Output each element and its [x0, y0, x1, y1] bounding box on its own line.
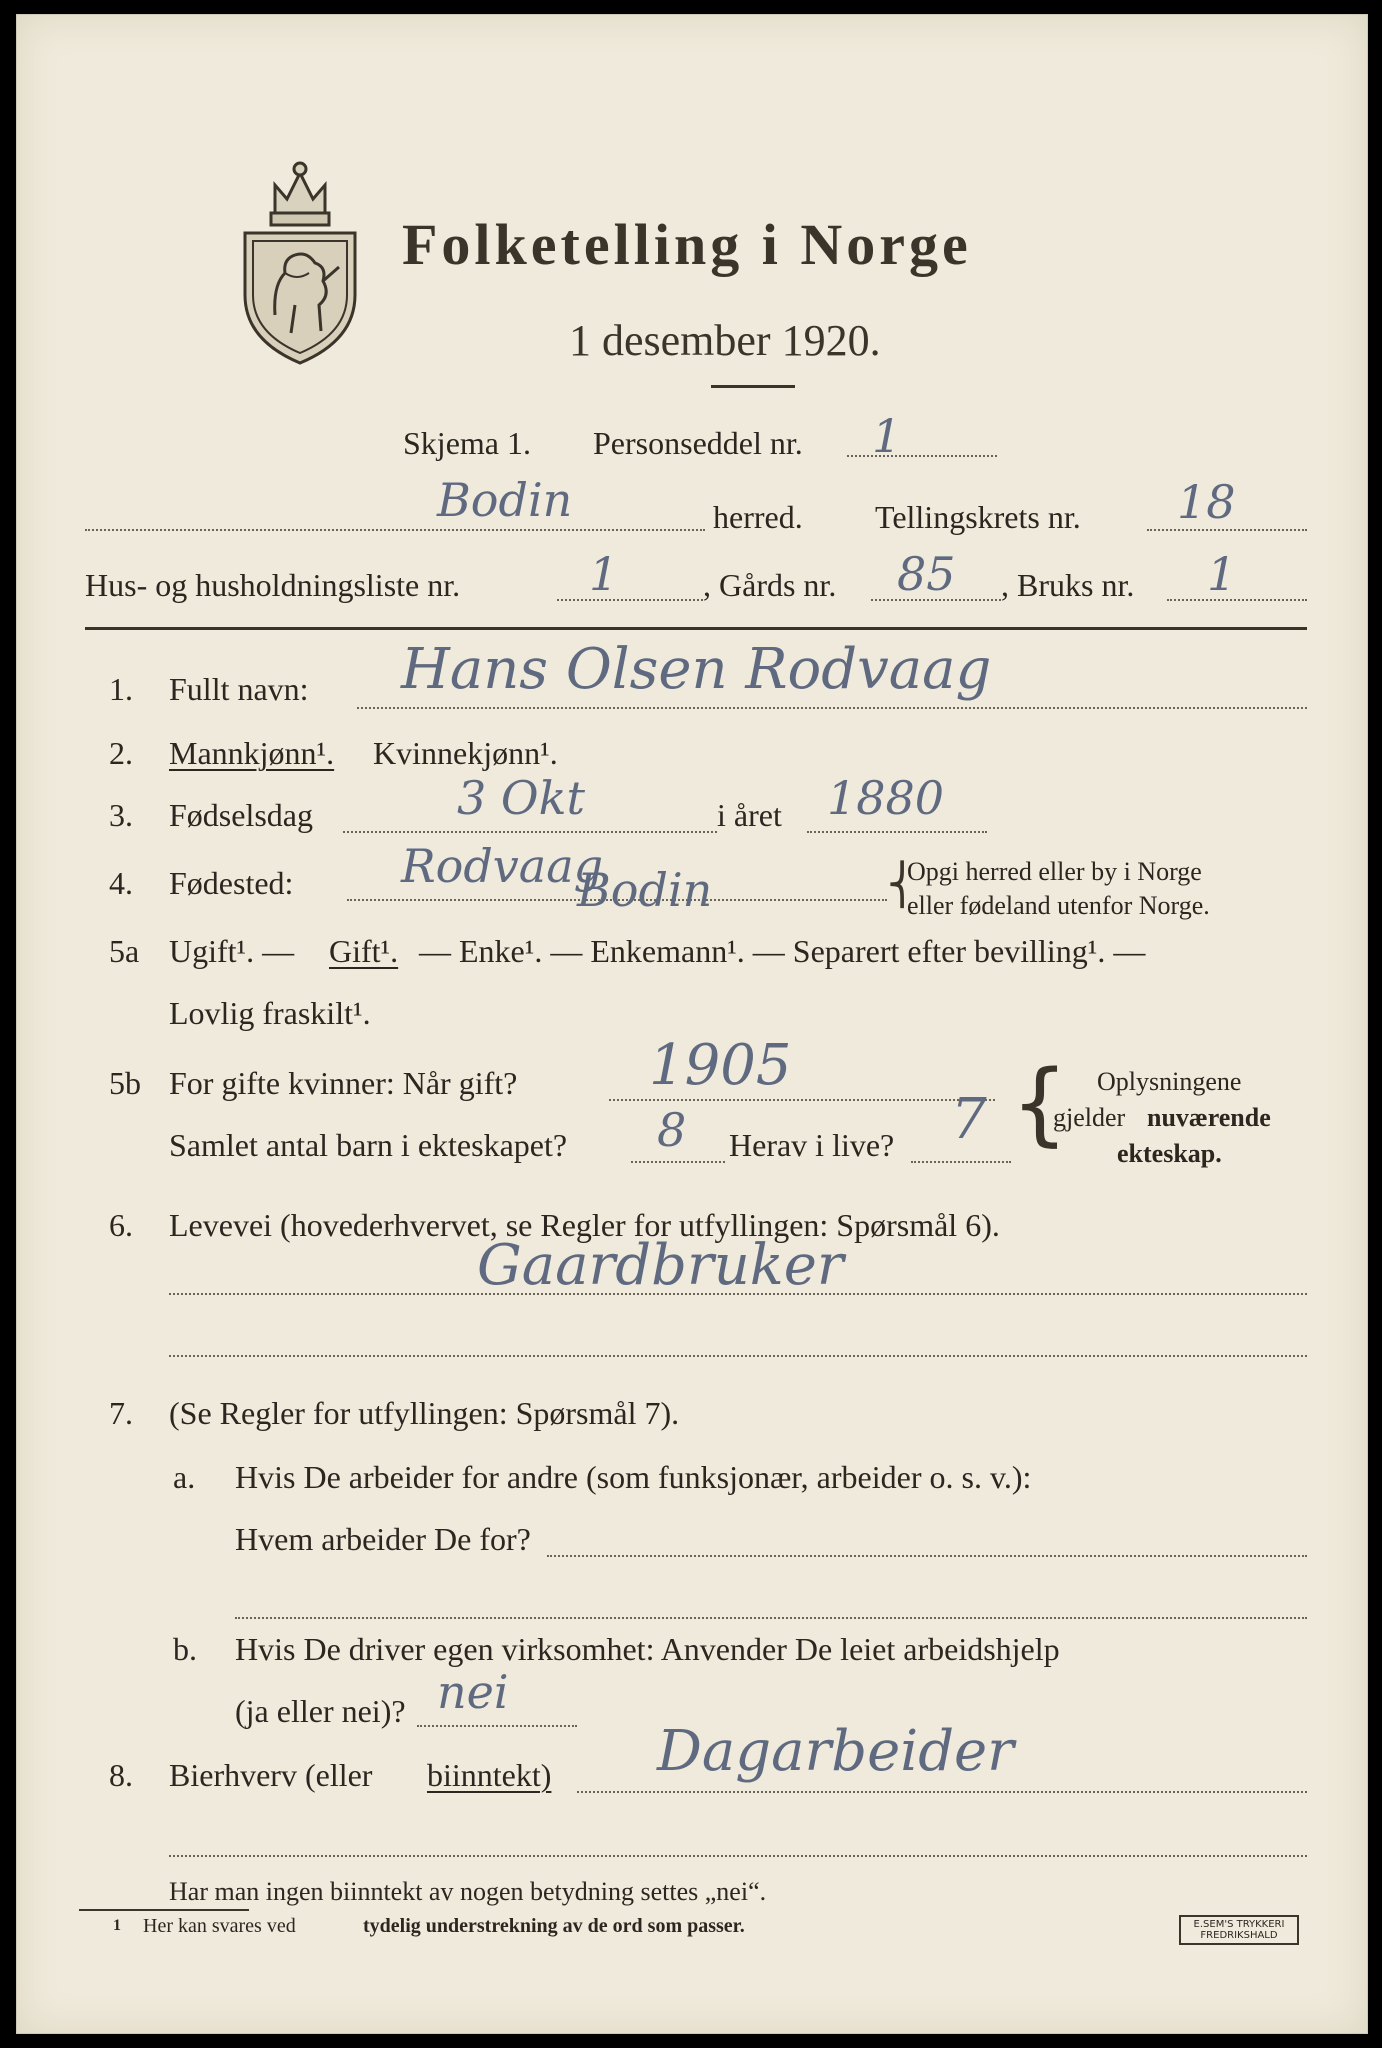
personseddel-line [847, 455, 997, 457]
q8-value: Dagarbeider [657, 1719, 1014, 1784]
q3-label: Fødselsdag [169, 797, 313, 833]
footnote-text-a: Her kan svares ved [143, 1915, 296, 1937]
footnote-text-b: tydelig understrekning av de ord som passer. [363, 1915, 745, 1937]
tellingskrets-label: Tellingskrets nr. [875, 499, 1081, 535]
q7b-sub-label: (ja eller nei)? [235, 1693, 406, 1729]
liste-line [557, 599, 703, 601]
q5b-children-line [631, 1161, 725, 1163]
q5b-note-3: ekteskap. [1117, 1139, 1222, 1168]
liste-value: 1 [589, 547, 619, 601]
bruks-label: , Bruks nr. [1001, 567, 1135, 603]
footer-note: Har man ingen biinntekt av nogen betydning settes „nei“. [169, 1877, 767, 1906]
q4-value: Rodvaag [401, 839, 604, 893]
q4-note-brace: ⎨ [887, 862, 917, 907]
q8-line-2 [169, 1855, 1307, 1857]
q1-line [357, 707, 1307, 709]
q6-value: Gaardbruker [477, 1233, 844, 1298]
tellingskrets-line [1147, 529, 1307, 531]
q1-value: Hans Olsen Rodvaag [401, 637, 992, 702]
printer-stamp [1179, 1915, 1299, 1945]
footnote-divider [79, 1909, 249, 1911]
bruks-line [1167, 599, 1307, 601]
q5b-children-value: 8 [657, 1103, 687, 1157]
q7a-line-2 [235, 1617, 1307, 1619]
personseddel-value: 1 [872, 409, 902, 463]
q6-label: Levevei (hovederhvervet, se Regler for utfyllingen: Spørsmål 6). [169, 1207, 1000, 1243]
title-divider [711, 385, 795, 388]
q7b-line [417, 1725, 577, 1727]
herred-line [85, 529, 705, 531]
q8-line-1 [577, 1791, 1307, 1793]
q6-line-1 [169, 1293, 1307, 1295]
coat-of-arms-icon [235, 155, 365, 367]
q5b-value: 1905 [649, 1033, 792, 1098]
q5a-other-options: — Enke¹. — Enkemann¹. — Separert efter bevilling¹. — [419, 933, 1146, 969]
q7b-text: Hvis De driver egen virksomhet: Anvender De leiet arbeidshjelp [235, 1631, 1060, 1667]
q5b-children-label: Samlet antal barn i ekteskapet? [169, 1127, 568, 1163]
q5b-alive-label: Herav i live? [729, 1127, 895, 1163]
q8-label: Bierhverv (eller [169, 1757, 373, 1793]
q7a-text: Hvis De arbeider for andre (som funksjonær, arbeider o. s. v.): [235, 1459, 1032, 1495]
q6-number: 6. [109, 1207, 133, 1243]
q6-line-2 [169, 1355, 1307, 1357]
gards-label: , Gårds nr. [703, 567, 837, 603]
q7-number: 7. [109, 1395, 133, 1431]
census-form-sheet [16, 14, 1368, 2034]
q7b-letter: b. [173, 1631, 197, 1667]
q7a-letter: a. [173, 1459, 196, 1495]
tellingskrets-value: 18 [1177, 475, 1236, 529]
q4-number: 4. [109, 865, 133, 901]
schema-label: Skjema 1. [403, 425, 531, 461]
q5a-fraskilt-option: Lovlig fraskilt¹. [169, 995, 371, 1031]
form-date: 1 desember 1920. [569, 316, 881, 365]
q3-line [343, 831, 717, 833]
q5a-gift-option: Gift¹. [329, 933, 399, 969]
q4-note-2: eller fødeland utenfor Norge. [907, 891, 1210, 920]
form-title: Folketelling i Norge [402, 212, 972, 277]
q5b-note-brace: { [1011, 1051, 1069, 1156]
footnote-number: 1 [113, 1917, 121, 1934]
q5b-alive-line [911, 1161, 1011, 1163]
liste-label: Hus- og husholdningsliste nr. [85, 567, 461, 603]
q5b-line [609, 1099, 995, 1101]
q5b-note-2a: gjelder [1053, 1103, 1126, 1132]
q5b-alive-value: 7 [951, 1087, 987, 1152]
q5b-note-1: Oplysningene [1097, 1067, 1242, 1096]
q3-year-line [807, 831, 987, 833]
q7-label: (Se Regler for utfyllingen: Spørsmål 7). [169, 1395, 680, 1431]
q4-value-2: Bodin [577, 863, 713, 917]
q3-value: 3 Okt [457, 771, 585, 825]
bruks-value: 1 [1207, 547, 1237, 601]
q7a-sub-label: Hvem arbeider De for? [235, 1521, 531, 1557]
herred-label: herred. [713, 499, 803, 535]
q7b-value: nei [437, 1665, 509, 1719]
herred-value: Bodin [437, 473, 573, 527]
q5a-ugift-option: Ugift¹. — [169, 933, 295, 969]
q7a-line-1 [547, 1555, 1307, 1557]
printer-stamp-line-1: E.SEM'S TRYKKERI [1193, 1919, 1285, 1930]
q2-female-option: Kvinnekjønn¹. [373, 735, 558, 771]
q1-number: 1. [109, 671, 133, 707]
q2-male-option: Mannkjønn¹. [169, 735, 335, 771]
q4-label: Fødested: [169, 865, 294, 901]
q3-year-label: i året [717, 797, 782, 833]
printer-stamp-line-2: FREDRIKSHALD [1200, 1930, 1278, 1941]
q5b-label: For gifte kvinner: Når gift? [169, 1065, 518, 1101]
q3-year-value: 1880 [827, 771, 945, 825]
q5b-number: 5b [109, 1065, 141, 1101]
q5a-number: 5a [109, 933, 140, 969]
gards-value: 85 [897, 547, 956, 601]
q8-label-underlined: biinntekt) [427, 1757, 552, 1793]
q1-label: Fullt navn: [169, 671, 309, 707]
q3-number: 3. [109, 797, 133, 833]
q5b-note-2b: nuværende [1147, 1103, 1271, 1132]
personseddel-label: Personseddel nr. [593, 425, 803, 461]
q8-number: 8. [109, 1757, 133, 1793]
q4-note-1: Opgi herred eller by i Norge [907, 857, 1202, 886]
q2-number: 2. [109, 735, 133, 771]
header-divider [85, 627, 1307, 630]
